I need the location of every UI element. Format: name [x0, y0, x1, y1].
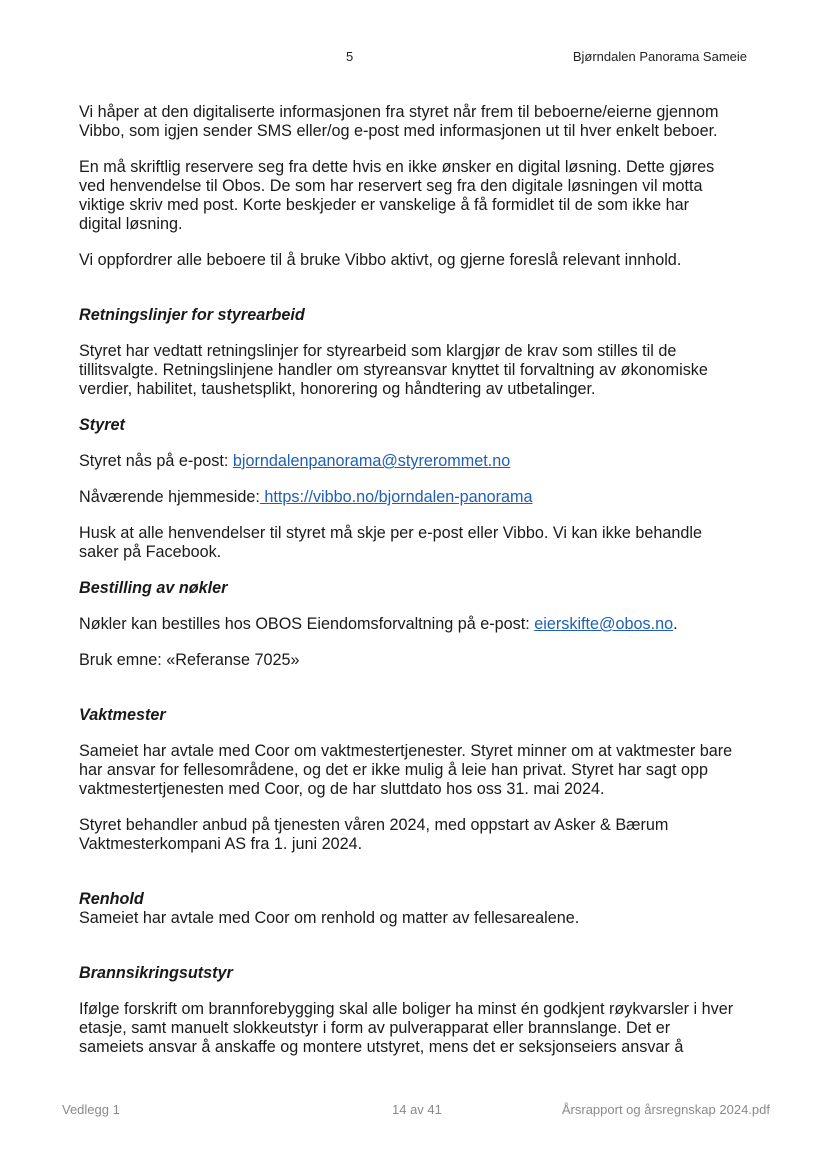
heading-janitor: Vaktmester [79, 706, 166, 724]
paragraph-keys-order [79, 615, 751, 634]
heading-keys: Bestilling av nøkler [79, 579, 228, 597]
paragraph-cleaning: Sameiet har avtale med Coor om renhold og matter av fellesarealene. [79, 909, 580, 927]
paragraph-guidelines: Styret har vedtatt retningslinjer for styrearbeid som klargjør de krav som stilles til de tillitsvalgte. Retningslinjene handler om styreansvar knyttet til forvaltning av økonomiske verdier, habilitet, taushetsplikt, honorering og håndtering av utbetalinger. [79, 342, 708, 398]
paragraph-janitor-tender: Styret behandler anbud på tjenesten våren 2024, med oppstart av Asker & Bærum Vaktmesterkompani AS fra 1. juni 2024. [79, 816, 669, 853]
footer-filename: Årsrapport og årsregnskap 2024.pdf [561, 1102, 770, 1117]
footer-page-count: 14 av 41 [392, 1102, 442, 1117]
board-email-label: Styret nås på e-post: [79, 452, 233, 470]
heading-board: Styret [79, 416, 125, 434]
heading-cleaning: Renhold [79, 890, 144, 908]
header-page-number: 5 [346, 49, 354, 64]
document-body [79, 103, 751, 1057]
paragraph-fire-safety: Ifølge forskrift om brannforebygging skal alle boliger ha minst én godkjent røykvarsler i hver etasje, samt manuelt slokkeutstyr i form av pulverapparat eller brannslange. Det er sameiets ansvar å anskaffe og montere utstyret, mens det er seksjonseiers ansvar å [79, 1000, 734, 1056]
paragraph-contact-policy: Husk at alle henvendelser til styret må skje per e-post eller Vibbo. Vi kan ikke behandle saker på Facebook. [79, 524, 702, 561]
footer-attachment-label: Vedlegg 1 [62, 1102, 120, 1117]
paragraph-janitor-agreement: Sameiet har avtale med Coor om vaktmestertjenester. Styret minner om at vaktmester bare har ansvar for fellesområdene, og det er ikke mulig å leie han privat. Styret har sagt opp vaktmestertjenesten med Coor, og de har sluttdato hos oss 31. mai 2024. [79, 742, 733, 798]
paragraph-digital-info: Vi håper at den digitaliserte informasjonen fra styret når frem til beboerne/eierne gjennom Vibbo, som igjen sender SMS eller/og e-post med informasjonen ut til hver enkelt beboer. [79, 103, 719, 140]
keys-order-label: Nøkler kan bestilles hos OBOS Eiendomsforvaltning på e-post: [79, 615, 535, 633]
paragraph-vibbo-encouragement: Vi oppfordrer alle beboere til å bruke Vibbo aktivt, og gjerne foreslå relevant innhold. [79, 251, 682, 269]
paragraph-website [79, 488, 751, 507]
keys-email-link[interactable]: eierskifte@obos.no [534, 615, 674, 633]
paragraph-reservation: En må skriftlig reservere seg fra dette hvis en ikke ønsker en digital løsning. Dette gjøres ved henvendelse til Obos. De som har reservert seg fra den digitale løsningen vil motta viktige skriv med post. Korte beskjeder er vanskelige å få formidlet til de som ikke har digital løsning. [79, 158, 715, 233]
keys-order-suffix: . [673, 615, 678, 633]
website-link[interactable]: https://vibbo.no/bjorndalen-panorama [259, 488, 533, 506]
heading-guidelines: Retningslinjer for styrearbeid [79, 306, 305, 324]
paragraph-board-email [79, 452, 751, 471]
website-label: Nåværende hjemmeside: [79, 488, 260, 506]
header-organization: Bjørndalen Panorama Sameie [572, 49, 747, 64]
board-email-link[interactable]: bjorndalenpanorama@styrerommet.no [232, 452, 511, 470]
heading-fire-safety: Brannsikringsutstyr [79, 964, 233, 982]
paragraph-subject-reference: Bruk emne: «Referanse 7025» [79, 651, 300, 669]
